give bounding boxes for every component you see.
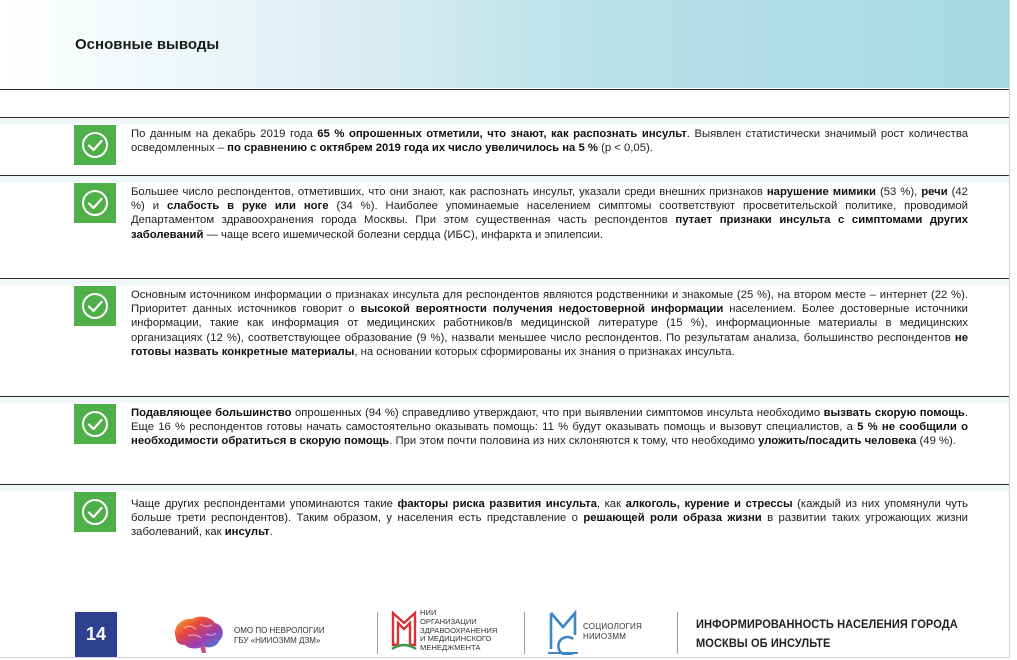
body-text: (49 %).: [916, 435, 956, 448]
body-text: (42 %) и: [131, 186, 968, 213]
checkmark-icon: [74, 183, 116, 223]
block-band: [0, 118, 1010, 124]
emphasis-text: решающей роли образа жизни: [583, 512, 762, 525]
body-text: (каждый из них упомянули чуть больше трети респондентов). Таким образом, у населения есть представление о: [131, 498, 968, 525]
emphasis-text: уложить/посадить человека: [758, 435, 917, 448]
emphasis-text: вызвать скорую помощь: [823, 407, 965, 419]
block-band: [0, 397, 1010, 403]
checkmark-icon: [74, 404, 116, 444]
body-text: Чаще других респондентами упоминаются такие: [131, 498, 398, 510]
finding-text-1: [131, 127, 968, 155]
block-band: [0, 485, 1010, 491]
body-text: Большее число респондентов, отметивших, что они знают, как распознать инсульт, указали среди внешних признаков: [131, 186, 767, 198]
body-text: , на основании которых сформированы их знания о признаках инсульта.: [354, 345, 735, 358]
body-text: .: [269, 526, 273, 539]
body-text: . Выявлен статистически значимый рост количества осведомленных –: [131, 128, 969, 155]
emphasis-text: речи: [921, 186, 948, 198]
footer-rule: [0, 657, 1010, 658]
body-text: . При этом почти половина из них склоняются к тому, что необходимо: [389, 435, 759, 448]
finding-text-3: [131, 288, 968, 359]
checkmark-icon: [74, 286, 116, 326]
finding-text-4: [131, 406, 968, 449]
emphasis-text: Подавляющее большинство: [131, 407, 292, 419]
checkmark-icon: [74, 492, 116, 532]
emphasis-text: нарушение мимики: [766, 186, 876, 198]
org1-name: ОМО ПО НЕВРОЛОГИИ ГБУ «НИИОЗММ ДЗМ»: [234, 626, 325, 645]
body-text: (53 %),: [875, 186, 922, 198]
emphasis-text: по сравнению с октябрем 2019 года их число увеличилось на 5 %: [227, 142, 598, 155]
emphasis-text: алкоголь, курение и стрессы: [625, 498, 793, 510]
finding-text-5: [131, 497, 968, 540]
sociology-logo-icon: [546, 609, 580, 655]
header-rule: [0, 89, 1010, 90]
body-text: населением. Более достоверные источники информации, такие как информация от медицинских работников/в медицинской литературе (15 %), информационные материалы в медицинских организациях (12 %), соответствующее образование (9 %), назвали меньшее число респондентов. По результатам анализа, большинство респондентов: [131, 303, 968, 344]
emphasis-text: инсульт: [224, 526, 270, 539]
page-number: 14: [75, 612, 117, 657]
body-text: (34 %). Наиболее упоминаемые населением симптомы соответствуют просветительской политике, проводимой Департаментом здравоохранения города Москвы. При этом существенная часть респондентов: [131, 200, 968, 227]
body-text: — чаще всего ишемической болезни сердца (ИБС), инфаркта и эпилепсии.: [203, 228, 604, 241]
org3-name: СОЦИОЛОГИЯ НИИОЗММ: [583, 622, 642, 641]
emphasis-text: высокой вероятности получения недостоверной информации: [360, 303, 724, 316]
emphasis-text: путает признаки инсульта с симптомами других заболеваний: [131, 214, 968, 241]
emphasis-text: не готовы назвать конкретные материалы: [131, 331, 968, 358]
block-band: [0, 176, 1010, 182]
finding-text-2: [131, 185, 968, 242]
footer-divider: [377, 612, 378, 654]
body-text: (р < 0,05).: [597, 142, 653, 155]
page-title: Основные выводы: [75, 36, 220, 53]
org2-name: НИИ ОРГАНИЗАЦИИ ЗДРАВООХРАНЕНИЯ И МЕДИЦИНСКОГО МЕНЕДЖМЕНТА: [420, 608, 498, 653]
body-text: , как: [596, 498, 626, 510]
block-band: [0, 279, 1010, 285]
nii-organization-logo-icon: [389, 609, 419, 653]
emphasis-text: факторы риска развития инсульта: [397, 498, 597, 510]
checkmark-icon: [74, 125, 116, 165]
report-title: ИНФОРМИРОВАННОСТЬ НАСЕЛЕНИЯ ГОРОДА МОСКВЫ ОБ ИНСУЛЬТЕ: [696, 617, 958, 650]
emphasis-text: 5 % не сообщили о необходимости обратиться в скорую помощь: [131, 421, 968, 448]
footer-divider: [677, 612, 678, 654]
body-text: в развитии таких угрожающих жизни заболеваний, как: [131, 512, 968, 539]
brain-logo-icon: [170, 614, 226, 654]
body-text: . Еще 16 % респондентов готовы начать самостоятельно оказывать помощь: 11 % будут оказывать помощь и вызовут специалистов, а: [131, 407, 968, 434]
emphasis-text: 65 % опрошенных отметили, что знают, как распознать инсульт: [317, 128, 687, 140]
body-text: По данным на декабрь 2019 года: [131, 128, 318, 140]
footer-divider: [524, 612, 525, 654]
body-text: Основным источником информации о признаках инсульта для респондентов являются родственники и знакомые (25 %), на втором месте – интернет (22 %). Приоритет данных источников говорит о: [131, 289, 968, 316]
emphasis-text: слабость в руке или ноге: [166, 200, 329, 213]
body-text: опрошенных (94 %) справедливо утверждают, что при выявлении симптомов инсульта необходимо: [291, 407, 824, 419]
